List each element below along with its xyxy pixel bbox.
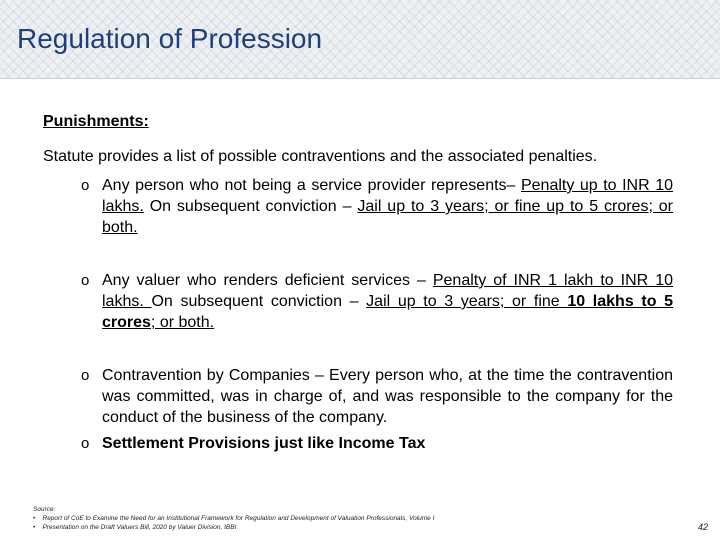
slide-title: Regulation of Profession	[17, 23, 323, 54]
item-text	[102, 175, 673, 238]
jail-text: Jail up to 3 years; or fine	[366, 293, 568, 310]
list-item	[81, 270, 673, 333]
penalty-text: Penalty of INR 1 lakh to INR 10 lakhs.	[102, 272, 674, 310]
item-tail: ; or both.	[150, 314, 215, 331]
list-item	[81, 433, 673, 454]
item-lead: Any valuer who renders deficient services –	[102, 272, 433, 289]
item-text	[102, 270, 673, 333]
source-label: Source:	[33, 506, 56, 513]
intro-text: Statute provides a list of possible contraventions and the associated penalties.	[43, 148, 598, 165]
penalty-text: Penalty up to INR 10 lakhs.	[102, 177, 674, 215]
item-text: Settlement Provisions just like Income Tax	[102, 435, 426, 452]
item-mid: On subsequent conviction –	[143, 198, 358, 215]
section-heading: Punishments:	[43, 113, 149, 130]
item-lead: Any person who not being a service provider represents–	[102, 177, 521, 194]
title-band	[0, 0, 720, 79]
bullet-icon: o	[81, 177, 90, 194]
fine-range-text: 10 lakhs to 5 crores	[102, 293, 674, 331]
source-line: • Report of CoE to Examine the Need for an Institutional Framework for Regulation and Development of Valuation Professionals, Volume I	[33, 515, 435, 522]
bullet-icon: o	[81, 272, 90, 289]
bullet-icon: o	[81, 435, 90, 452]
list-item	[81, 175, 673, 238]
source-notes	[33, 505, 434, 532]
source-line: • Presentation on the Draft Valuers Bill, 2020 by Valuer Division, IBBI	[33, 524, 237, 531]
jail-text: Jail up to 3 years; or fine up to 5 crores; or both.	[102, 198, 674, 236]
item-text: Contravention by Companies – Every person who, at the time the contravention was committed, was in charge of, and was responsible to the company for the conduct of the business of the company.	[102, 367, 673, 426]
page-number: 42	[697, 522, 708, 532]
list-item	[81, 365, 673, 428]
bullet-icon: o	[81, 367, 90, 384]
item-mid: On subsequent conviction –	[151, 293, 367, 310]
